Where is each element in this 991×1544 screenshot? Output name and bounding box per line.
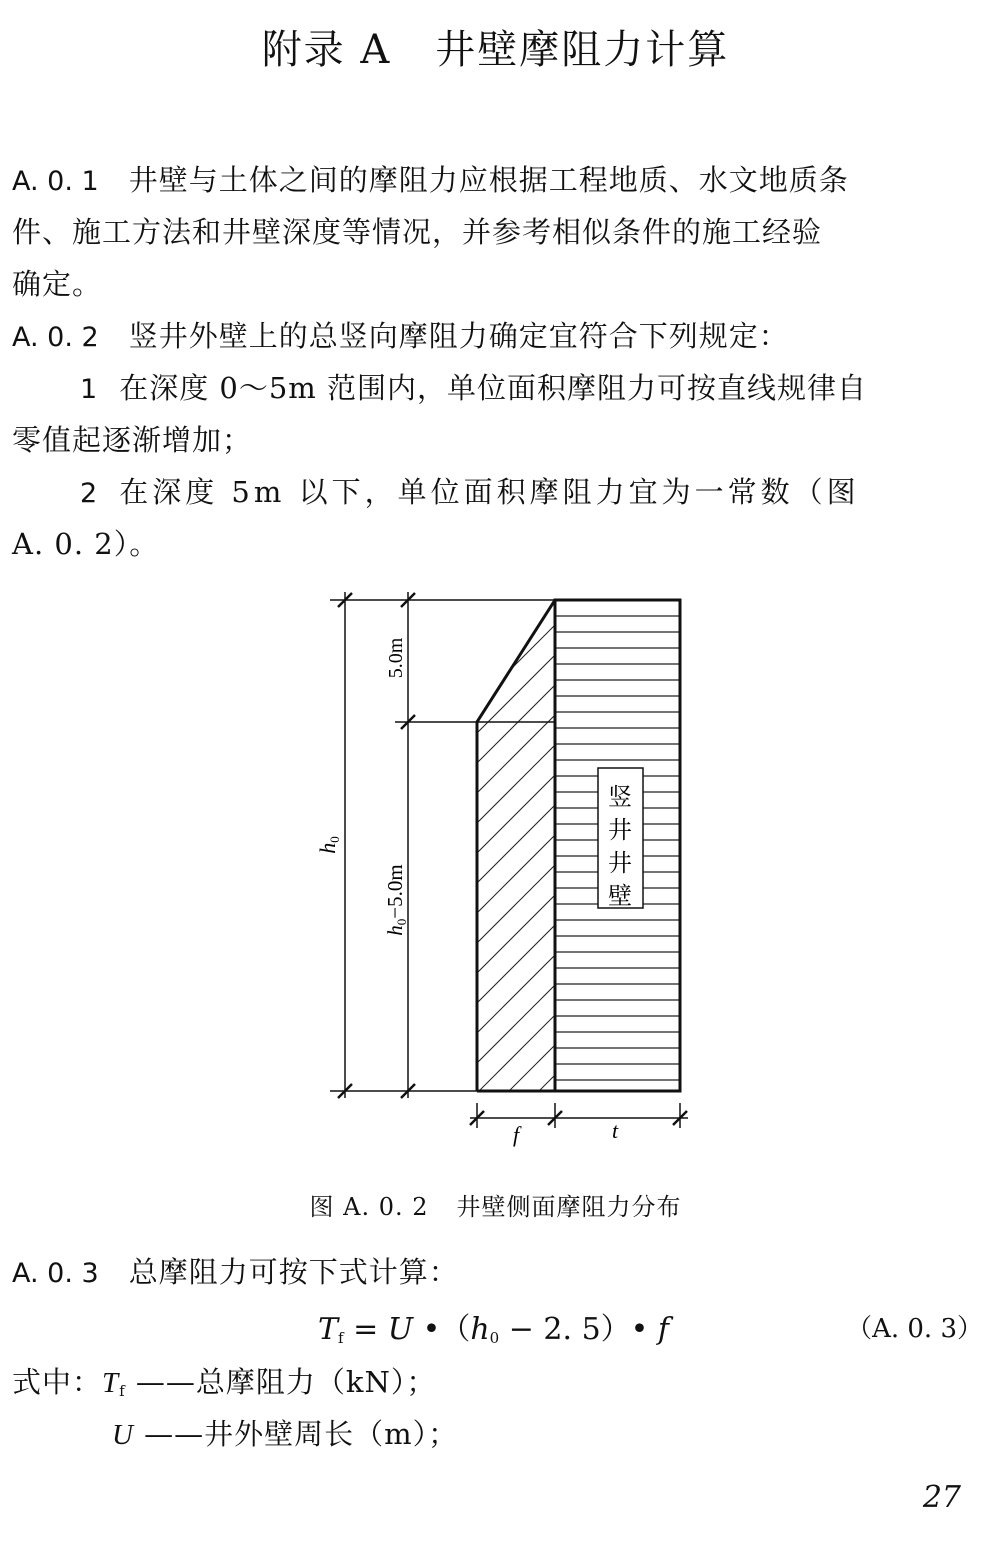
clause-a01-line3: 确定。 — [12, 267, 103, 301]
clause-number: A. 0. 1 — [12, 166, 99, 197]
clause-a02-item1-line2: 零值起逐渐增加； — [12, 423, 253, 457]
wall-label-2: 井 — [608, 816, 632, 844]
clause-a02-line1 — [12, 316, 984, 358]
clause-a01-line1 — [12, 160, 984, 202]
dim-label-f: f — [512, 1122, 520, 1147]
clause-a02-item2-line2: A. 0. 2）。 — [12, 527, 160, 561]
clause-text: 井壁与土体之间的摩阻力应根据工程地质、水文地质条 — [128, 163, 849, 197]
clause-number: A. 0. 3 — [12, 1258, 99, 1289]
dim-label-t: t — [611, 1118, 619, 1143]
clause-number: A. 0. 2 — [12, 322, 99, 353]
item-text: 在深度 0～5m 范围内，单位面积摩阻力可按直线规律自 — [119, 371, 868, 405]
item-number: 1 — [80, 374, 98, 405]
page-number: 27 — [922, 1480, 961, 1515]
wall-label-3: 井 — [608, 849, 632, 877]
clause-text: 总摩阻力可按下式计算： — [128, 1255, 459, 1289]
caption-text: 井壁侧面摩阻力分布 — [456, 1193, 682, 1221]
page-title — [0, 18, 991, 75]
clause-a02-item1-line1 — [12, 368, 984, 410]
formula-number: （A. 0. 3） — [846, 1314, 983, 1344]
clause-text: 竖井外壁上的总竖向摩阻力确定宜符合下列规定： — [128, 319, 789, 353]
caption-number: 图 A. 0. 2 — [309, 1193, 429, 1221]
clause-a03-line1 — [12, 1252, 984, 1294]
wall-label-1: 竖 — [608, 783, 632, 811]
item-number: 2 — [80, 478, 98, 509]
dim-label-h0-minus: h0−5.0m — [383, 864, 409, 936]
formula: $T_f = U$ $•(h_0 - 2$. 5）• f — [318, 1312, 669, 1347]
dim-label-5m: 5.0m — [385, 637, 407, 679]
where-line1: 式中：$T_f$ ——总摩阻力（kN）； — [12, 1365, 437, 1400]
figure-outline — [477, 600, 680, 1091]
where-line2: U ——井外壁周长（m）； — [112, 1417, 459, 1451]
title-appendix: 附录 A — [261, 27, 392, 73]
wall-label-4: 壁 — [608, 882, 632, 910]
clause-a01-line2: 件、施工方法和井壁深度等情况，并参考相似条件的施工经验 — [12, 215, 823, 249]
dim-label-h0: h0 — [315, 836, 342, 854]
figure-caption — [0, 1187, 991, 1222]
friction-distribution-figure — [300, 590, 720, 1150]
title-text: 井壁摩阻力计算 — [435, 27, 730, 73]
item-text: 在深度 5m 以下，单位面积摩阻力宜为一常数（图 — [119, 475, 860, 509]
clause-a02-item2-line1 — [12, 472, 984, 514]
